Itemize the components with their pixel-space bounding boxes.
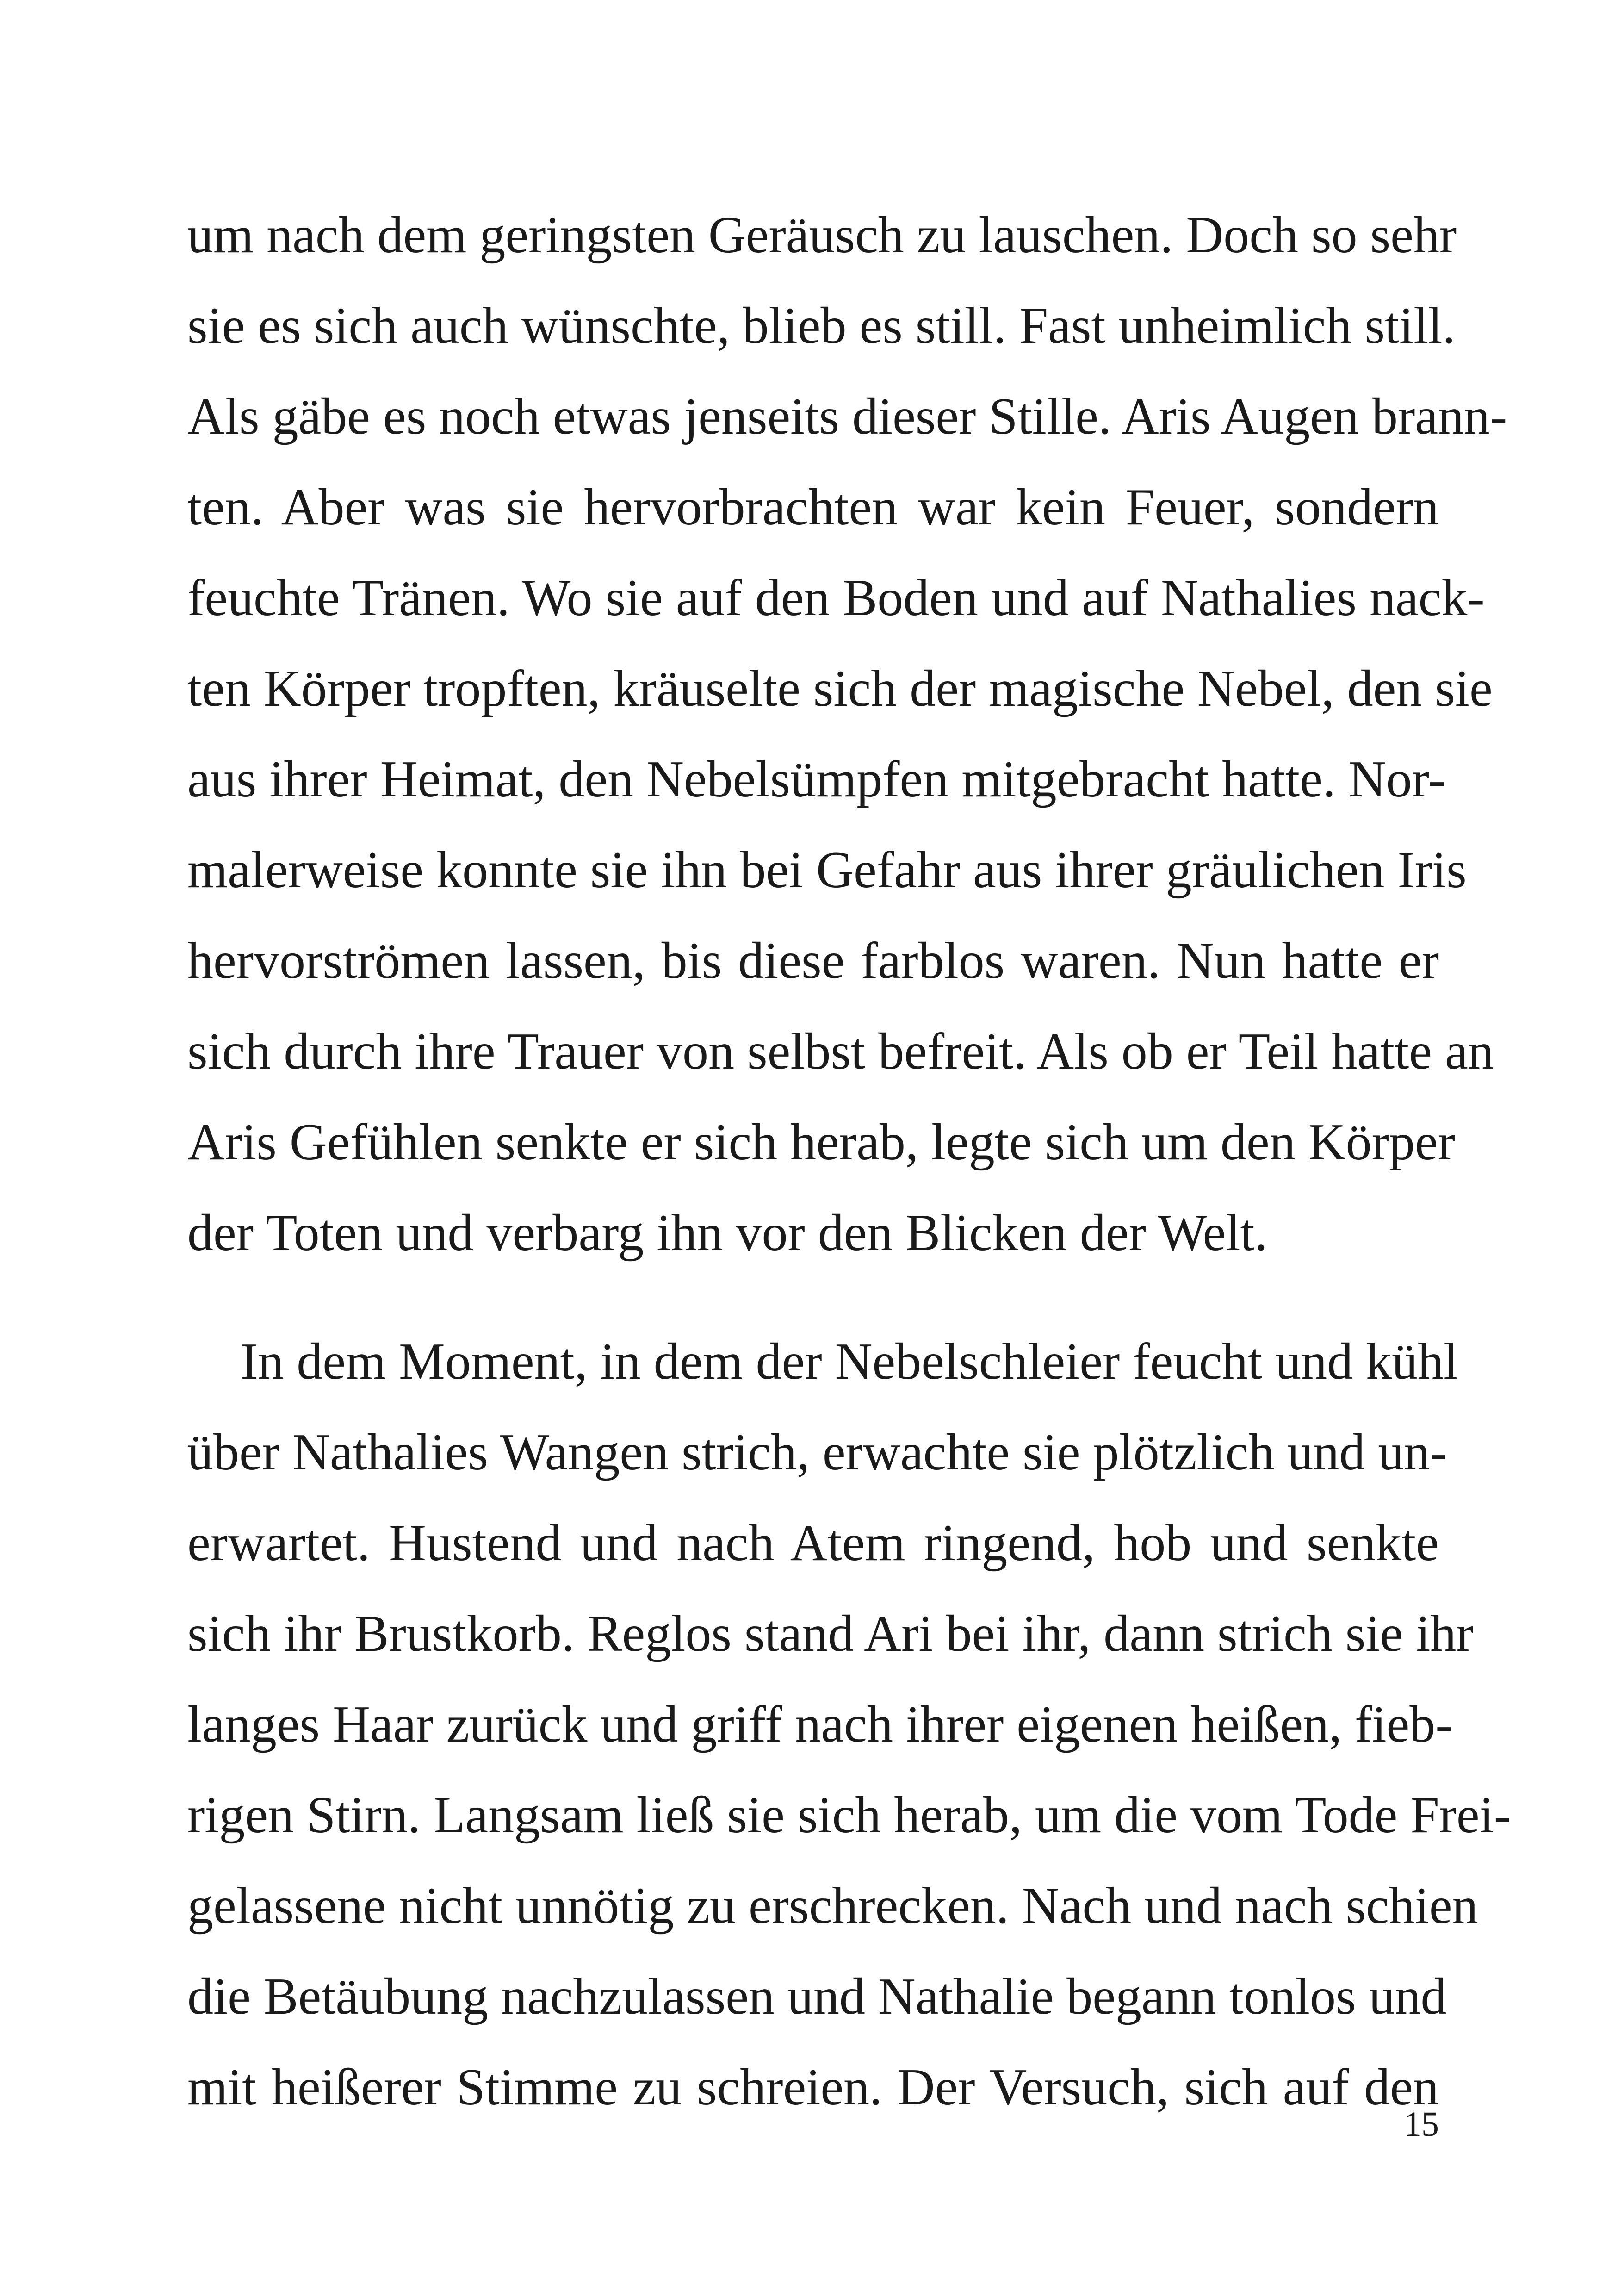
text-line: In dem Moment, in dem der Nebelschleier feucht und kühl (241, 1333, 1458, 1390)
text-line: malerweise konnte sie ihn bei Gefahr aus ihrer gräulichen Iris (187, 841, 1467, 899)
paragraph-2 (187, 1316, 1512, 2133)
text-line: ten. Aber was sie hervorbrachten war kein Feuer, sondern (187, 479, 1439, 536)
text-line: über Nathalies Wangen strich, erwachte sie plötzlich und un- (187, 1424, 1447, 1481)
text-line: hervorströmen lassen, bis diese farblos waren. Nun hatte er (187, 932, 1439, 989)
paragraph-spacer (187, 1278, 1439, 1316)
text-line: um nach dem geringsten Geräusch zu lauschen. Doch so sehr (187, 206, 1457, 264)
text-line: aus ihrer Heimat, den Nebelsümpfen mitgebracht hatte. Nor- (187, 751, 1446, 808)
text-line: sich ihr Brustkorb. Reglos stand Ari bei ihr, dann strich sie ihr (187, 1605, 1474, 1662)
text-line: mit heißerer Stimme zu schreien. Der Versuch, sich auf den (187, 2059, 1439, 2116)
text-line: der Toten und verbarg ihn vor den Blicken der Welt. (187, 1204, 1268, 1262)
text-line: ten Körper tropften, kräuselte sich der magische Nebel, den sie (187, 660, 1493, 717)
text-line: gelassene nicht unnötig zu erschrecken. Nach und nach schien (187, 1877, 1478, 1935)
text-line: Aris Gefühlen senkte er sich herab, legte sich um den Körper (187, 1114, 1455, 1171)
text-line: rigen Stirn. Langsam ließ sie sich herab, um die vom Tode Frei- (187, 1786, 1512, 1844)
text-line: sie es sich auch wünschte, blieb es still. Fast unheimlich still. (187, 297, 1456, 355)
paragraph-1 (187, 190, 1507, 1278)
body-text (187, 190, 1512, 2133)
page-number: 15 (1404, 2105, 1439, 2144)
text-line: erwartet. Hustend und nach Atem ringend, hob und senkte (187, 1514, 1439, 1572)
text-line: Als gäbe es noch etwas jenseits dieser Stille. Aris Augen brann- (187, 388, 1507, 445)
text-line: die Betäubung nachzulassen und Nathalie begann tonlos und (187, 1968, 1447, 2025)
text-line: langes Haar zurück und griff nach ihrer eigenen heißen, fieb- (187, 1696, 1453, 1753)
text-line: feuchte Tränen. Wo sie auf den Boden und auf Nathalies nack- (187, 569, 1485, 627)
text-line: sich durch ihre Trauer von selbst befreit. Als ob er Teil hatte an (187, 1023, 1494, 1080)
